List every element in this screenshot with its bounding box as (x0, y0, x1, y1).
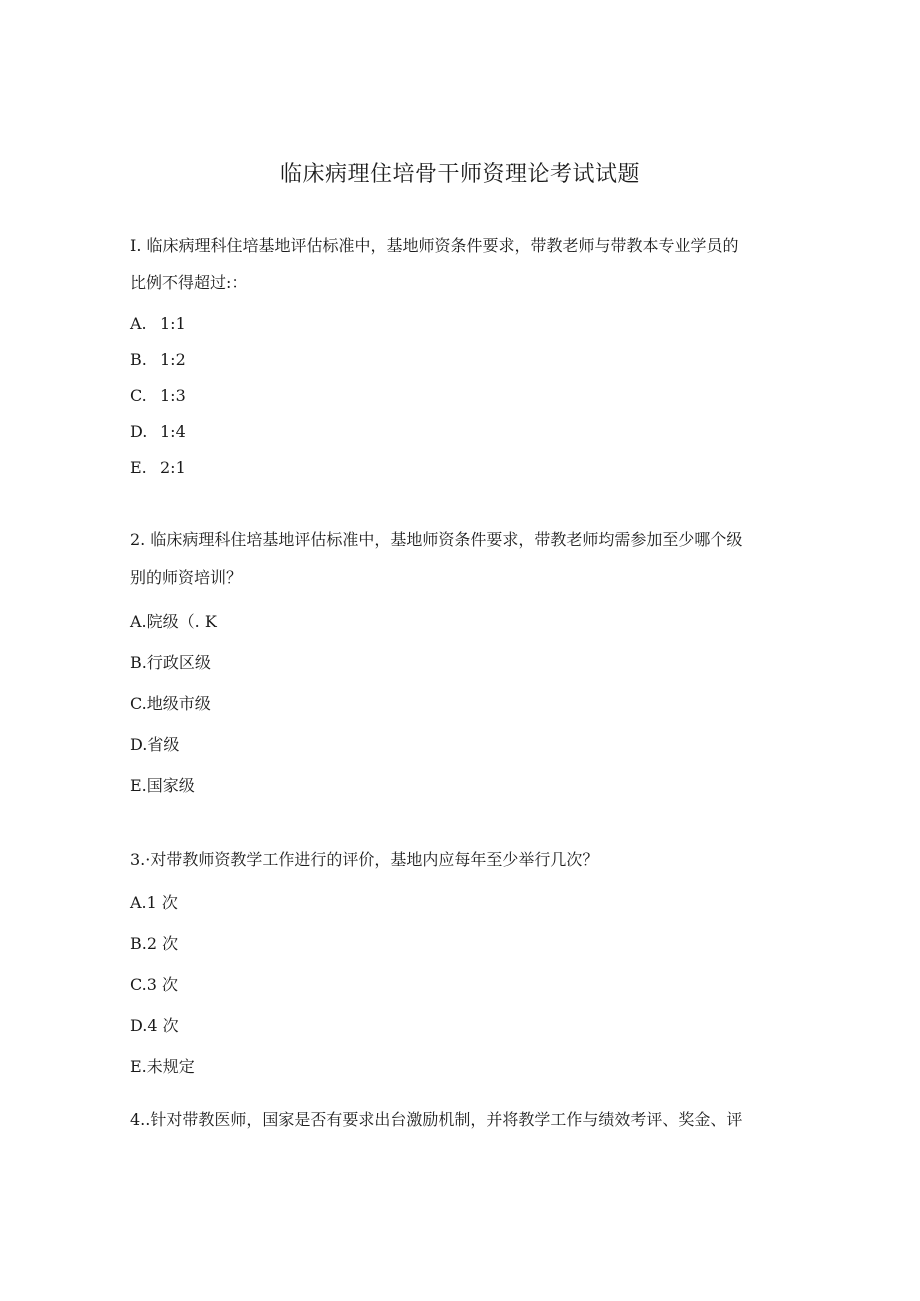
question-1-option-e (130, 456, 780, 480)
question-2-option-d: D.省级 (130, 735, 180, 754)
question-2-option-c: C.地级市级 (130, 694, 211, 713)
question-1-option-a (130, 312, 780, 336)
question-2-option-a: A.院级（. K (130, 612, 217, 631)
question-3-text-line-1: 3.·对带教师资教学工作进行的评价，基地内应每年至少举行几次？ (130, 850, 599, 869)
question-2-option-e: E.国家级 (130, 776, 195, 795)
question-2-option-b: B.行政区级 (130, 653, 211, 672)
question-3-option-d: D.4 次 (130, 1016, 179, 1035)
option-label: B. (130, 350, 147, 369)
question-3-option-b: B.2 次 (130, 934, 179, 953)
document-title: 临床病理住培骨干师资理论考试试题 (279, 162, 640, 187)
question-4-text-line-1: 4..针对带教医师，国家是否有要求出台激励机制，并将教学工作与绩效考评、奖金、评 (130, 1110, 743, 1129)
option-label: A. (130, 314, 147, 333)
question-1-text-line-1: I. 临床病理科住培基地评估标准中，基地师资条件要求，带教老师与带教本专业学员的 (130, 236, 739, 255)
question-2-text-line-2: 别的师资培训？ (130, 568, 243, 587)
option-text: 2:1 (160, 458, 186, 477)
option-label: C. (130, 386, 147, 405)
option-text: 1:1 (160, 314, 186, 333)
option-text: 1:4 (160, 422, 186, 441)
question-2-text-line-1: 2. 临床病理科住培基地评估标准中，基地师资条件要求，带教老师均需参加至少哪个级 (130, 530, 743, 549)
question-3-option-a: A.1 次 (130, 893, 178, 912)
question-3-option-c: C.3 次 (130, 975, 179, 994)
question-3-option-e: E.未规定 (130, 1057, 195, 1076)
option-label: D. (130, 422, 148, 441)
question-1-option-d (130, 420, 780, 444)
question-1-option-b (130, 348, 780, 372)
question-1-option-c (130, 384, 780, 408)
option-text: 1:3 (160, 386, 186, 405)
question-1-text-line-2: 比例不得超过:： (130, 273, 248, 292)
option-text: 1:2 (160, 350, 186, 369)
option-label: E. (130, 458, 147, 477)
